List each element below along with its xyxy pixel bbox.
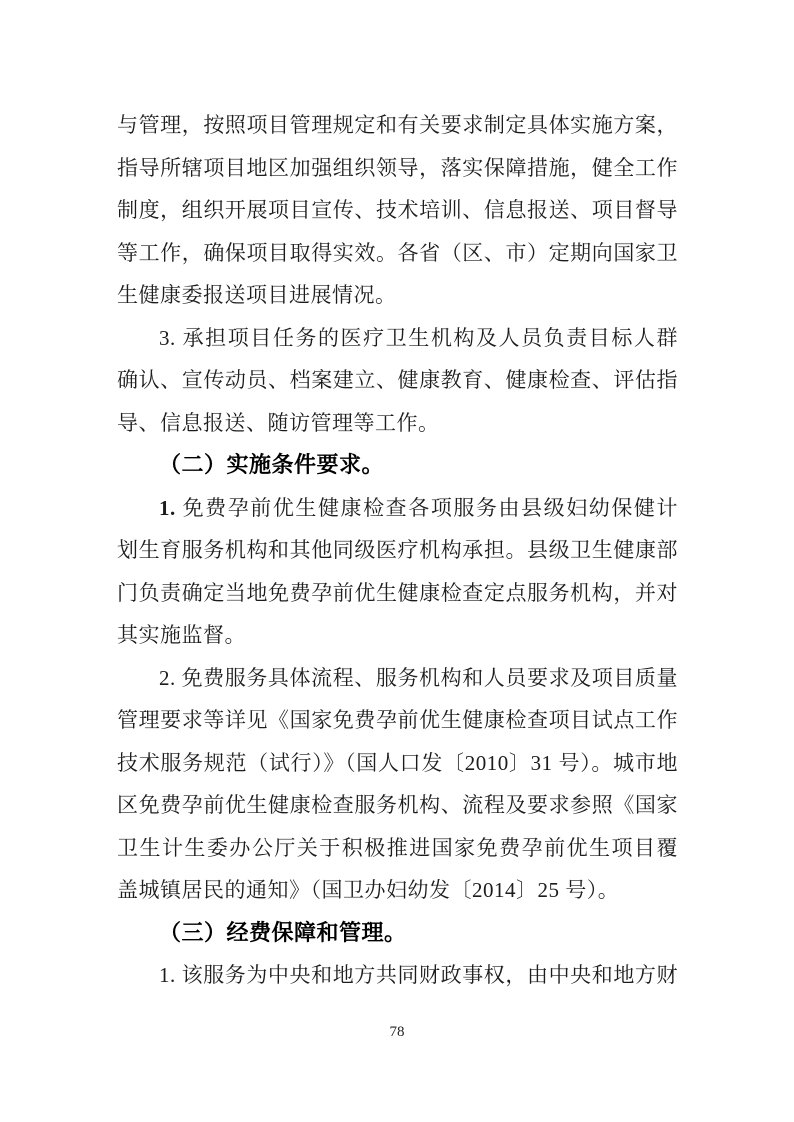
text-line: 区免费孕前优生健康检查服务机构、流程及要求参照《国家 bbox=[117, 793, 678, 817]
text-line: 1. 该服务为中央和地方共同财政事权，由中央和地方财 bbox=[159, 963, 678, 987]
text-line: 盖城镇居民的通知》（国卫办妇幼发〔2014〕25 号）。 bbox=[117, 878, 620, 902]
text-line: 管理要求等详见《国家免费孕前优生健康检查项目试点工作 bbox=[117, 708, 678, 732]
text-line: 其实施监督。 bbox=[117, 623, 246, 647]
text-line: 制度，组织开展项目宣传、技术培训、信息报送、项目督导 bbox=[117, 198, 678, 222]
text-line-content: 免费孕前优生健康检查各项服务由县级妇幼保健计 bbox=[175, 495, 678, 520]
text-line: 与管理，按照项目管理规定和有关要求制定具体实施方案， bbox=[117, 113, 678, 137]
section-heading: （二）实施条件要求。 bbox=[159, 452, 385, 477]
text-line: 确认、宣传动员、档案建立、健康教育、健康检查、评估指 bbox=[117, 368, 678, 392]
text-line: 划生育服务机构和其他同级医疗机构承担。县级卫生健康部 bbox=[117, 538, 678, 562]
text-line: 等工作，确保项目取得实效。各省（区、市）定期向国家卫 bbox=[117, 240, 678, 265]
text-line: 导、信息报送、随访管理等工作。 bbox=[117, 410, 440, 435]
list-number-prefix: 1. bbox=[159, 495, 176, 520]
page-number: 78 bbox=[389, 1024, 405, 1040]
text-line: 门负责确定当地免费孕前优生健康检查定点服务机构，并对 bbox=[117, 580, 678, 605]
text-line: 技术服务规范（试行）》（国人口发〔2010〕31 号）。城市地 bbox=[117, 750, 678, 775]
text-line: 生健康委报送项目进展情况。 bbox=[117, 283, 397, 307]
text-line: 指导所辖项目地区加强组织领导，落实保障措施，健全工作 bbox=[117, 155, 678, 180]
text-line: 2. 免费服务具体流程、服务机构和人员要求及项目质量 bbox=[159, 665, 678, 690]
section-heading: （三）经费保障和管理。 bbox=[159, 919, 407, 945]
text-line bbox=[117, 487, 678, 530]
document-body bbox=[117, 104, 678, 997]
text-line: 3. 承担项目任务的医疗卫生机构及人员负责目标人群 bbox=[159, 325, 678, 350]
text-line: 卫生计生委办公厅关于积极推进国家免费孕前优生项目覆 bbox=[117, 835, 678, 860]
